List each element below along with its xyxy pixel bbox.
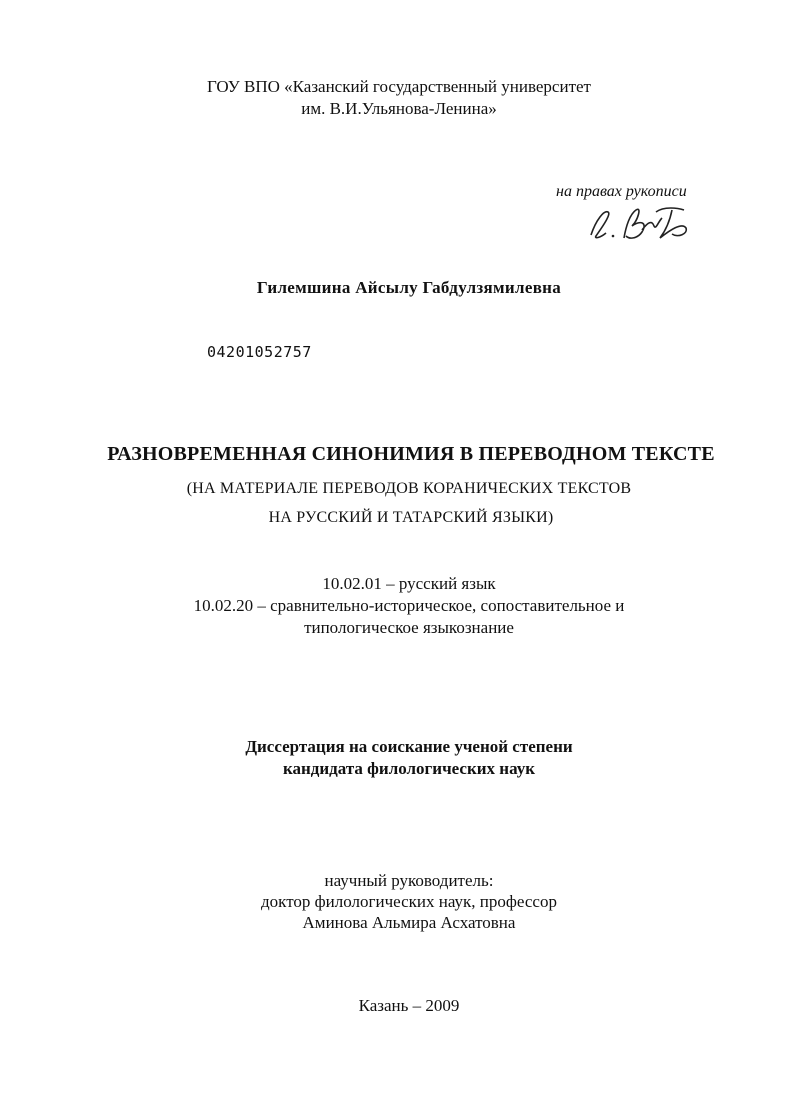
signature-icon	[586, 200, 706, 250]
catalog-number: 04201052757	[207, 343, 312, 361]
dissertation-title: РАЗНОВРЕМЕННАЯ СИНОНИМИЯ В ПЕРЕВОДНОМ ТЕКСТЕ	[107, 443, 715, 465]
supervisor-name: Аминова Альмира Асхатовна	[302, 913, 516, 932]
institution-line-2: им. В.И.Ульянова-Ленина»	[301, 99, 497, 118]
title-subtitle-2: НА РУССКИЙ И ТАТАРСКИЙ ЯЗЫКИ)	[268, 509, 554, 526]
specialty-2-continued: типологическое языкознание	[304, 618, 514, 637]
specialty-1: 10.02.01 – русский язык	[322, 574, 496, 593]
degree-statement-2: кандидата филологических наук	[282, 759, 536, 778]
place-year: Казань – 2009	[358, 996, 460, 1015]
degree-statement-1: Диссертация на соискание ученой степени	[245, 737, 573, 756]
manuscript-note: на правах рукописи	[556, 183, 687, 200]
institution-line-1: ГОУ ВПО «Казанский государственный университет	[207, 77, 591, 96]
supervisor-degree: доктор филологических наук, профессор	[261, 892, 557, 911]
specialty-2: 10.02.20 – сравнительно-историческое, сопоставительное и	[193, 596, 625, 615]
title-subtitle-1: (НА МАТЕРИАЛЕ ПЕРЕВОДОВ КОРАНИЧЕСКИХ ТЕКСТОВ	[186, 480, 632, 497]
supervisor-label: научный руководитель:	[324, 871, 494, 890]
author-name: Гилемшина Айсылу Габдулзямилевна	[256, 278, 562, 297]
